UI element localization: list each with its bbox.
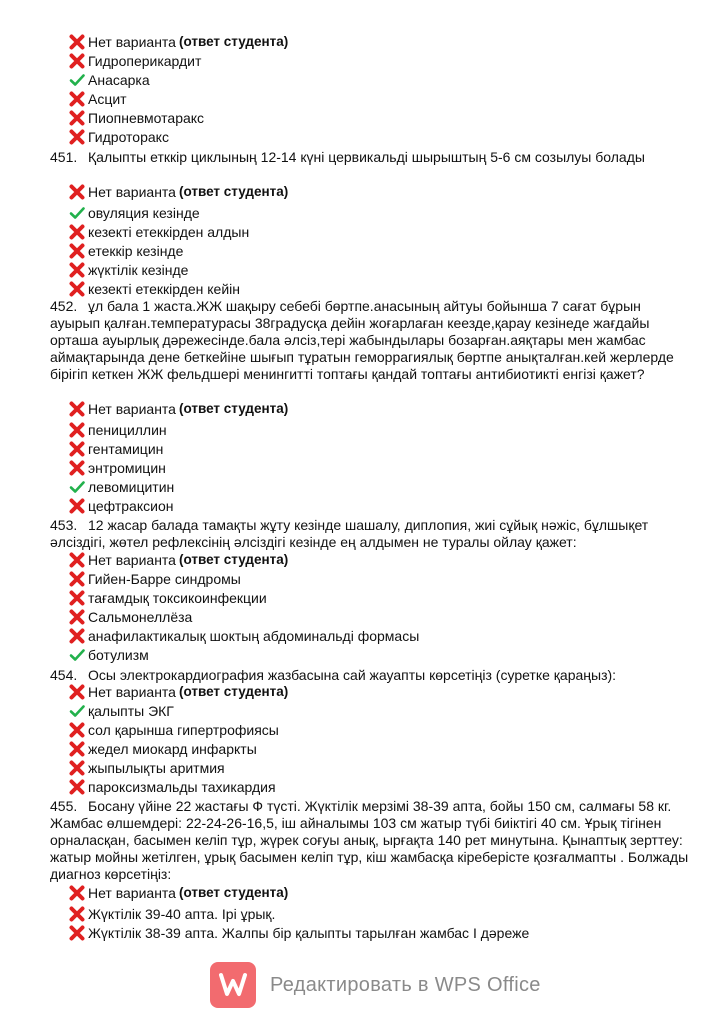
question-number: 451. bbox=[50, 149, 78, 165]
question-body: 12 жасар балада тамақты жұту кезінде шашалу, диплопия, жиі сұйық нәжіс, бұлшықет әлсіздігі, жөтел рефлексінің әлсіздігі кезінде ең алдымен не туралы ойлау қажет: bbox=[50, 517, 649, 550]
answer-option-text: Жүктілік 38-39 апта. Жалпы бір қалыпты тарылған жамбас I дәреже bbox=[88, 924, 530, 941]
answer-option bbox=[68, 439, 163, 458]
answer-option bbox=[68, 477, 174, 496]
answer-option bbox=[68, 51, 201, 70]
answer-option bbox=[68, 758, 225, 777]
answer-option bbox=[68, 904, 275, 923]
answer-option-text: Жүктілік 39-40 апта. Ірі ұрық. bbox=[88, 905, 276, 922]
cross-mark-icon bbox=[68, 242, 86, 260]
answer-option bbox=[68, 645, 149, 664]
answer-option-text: овуляция кезінде bbox=[88, 204, 200, 221]
answer-option-text: жыпылықты аритмия bbox=[88, 759, 225, 776]
answer-option-text: Анасарка bbox=[88, 71, 150, 88]
cross-mark-icon bbox=[68, 497, 86, 515]
answer-option-text: энтромицин bbox=[88, 459, 166, 476]
cross-mark-icon bbox=[68, 884, 86, 902]
answer-option bbox=[68, 127, 169, 146]
student-answer-label: (ответ студента) bbox=[178, 551, 289, 567]
answer-option-no-variant bbox=[68, 32, 288, 51]
answer-option-no-variant bbox=[68, 883, 288, 902]
cross-mark-icon bbox=[68, 589, 86, 607]
answer-option bbox=[68, 260, 188, 279]
cross-mark-icon bbox=[68, 52, 86, 70]
question-text bbox=[50, 517, 690, 551]
cross-mark-icon bbox=[68, 90, 86, 108]
cross-mark-icon bbox=[68, 183, 86, 201]
cross-mark-icon bbox=[68, 778, 86, 796]
answer-option bbox=[68, 923, 529, 942]
answer-option-no-variant bbox=[68, 399, 288, 418]
student-answer-label: (ответ студента) bbox=[178, 884, 289, 900]
answer-option-no-variant bbox=[68, 182, 288, 201]
answer-option bbox=[68, 720, 279, 739]
answer-option bbox=[68, 279, 240, 298]
answer-option-text: Нет варианта bbox=[88, 683, 176, 700]
question-body: Осы электрокардиография жазбасына сай жауапты көрсетіңіз (суретке қараңыз): bbox=[88, 667, 617, 683]
question-number: 454. bbox=[50, 667, 78, 683]
answer-option-text: цефтраксион bbox=[88, 497, 174, 514]
question-text bbox=[50, 798, 690, 883]
check-mark-icon bbox=[68, 702, 86, 720]
cross-mark-icon bbox=[68, 128, 86, 146]
wps-edit-label[interactable]: Редактировать в WPS Office bbox=[270, 973, 541, 996]
student-answer-label: (ответ студента) bbox=[178, 400, 289, 416]
wps-edit-banner[interactable] bbox=[210, 962, 541, 1008]
answer-option bbox=[68, 588, 267, 607]
answer-option-text: пенициллин bbox=[88, 421, 167, 438]
answer-option-text: Гидроперикардит bbox=[88, 52, 202, 69]
question-number: 453. bbox=[50, 517, 78, 533]
cross-mark-icon bbox=[68, 400, 86, 418]
question-body: Қалыпты етккір циклының 12-14 күні цервикальді шырыштың 5-6 см созылуы болады bbox=[88, 149, 645, 165]
answer-option-text: жүктілік кезінде bbox=[88, 261, 189, 278]
answer-option bbox=[68, 222, 249, 241]
cross-mark-icon bbox=[68, 421, 86, 439]
answer-option bbox=[68, 108, 204, 127]
student-answer-label: (ответ студента) bbox=[178, 33, 289, 49]
check-mark-icon bbox=[68, 646, 86, 664]
cross-mark-icon bbox=[68, 759, 86, 777]
answer-option bbox=[68, 607, 192, 626]
cross-mark-icon bbox=[68, 459, 86, 477]
check-mark-icon bbox=[68, 204, 86, 222]
answer-option-text: қалыпты ЭКГ bbox=[88, 702, 174, 719]
question-text bbox=[50, 149, 690, 166]
answer-option bbox=[68, 777, 276, 796]
student-answer-label: (ответ студента) bbox=[178, 683, 289, 699]
answer-option-text: жедел миокард инфаркты bbox=[88, 740, 257, 757]
check-mark-icon bbox=[68, 71, 86, 89]
cross-mark-icon bbox=[68, 905, 86, 923]
answer-option-no-variant bbox=[68, 550, 288, 569]
cross-mark-icon bbox=[68, 223, 86, 241]
answer-option bbox=[68, 739, 257, 758]
answer-option-text: кезекті етеккірден кейін bbox=[88, 280, 240, 297]
cross-mark-icon bbox=[68, 551, 86, 569]
answer-option bbox=[68, 203, 200, 222]
answer-option-text: пароксизмальды тахикардия bbox=[88, 778, 276, 795]
answer-option-text: сол қарынша гипертрофиясы bbox=[88, 721, 279, 738]
cross-mark-icon bbox=[68, 280, 86, 298]
answer-option-text: кезекті етеккірден алдын bbox=[88, 223, 250, 240]
answer-option-text: левомицитин bbox=[88, 478, 175, 495]
answer-option-text: Нет варианта bbox=[88, 33, 176, 50]
answer-option-text: Нет варианта bbox=[88, 400, 176, 417]
answer-option bbox=[68, 70, 150, 89]
answer-option bbox=[68, 89, 127, 108]
answer-option-text: гентамицин bbox=[88, 440, 164, 457]
answer-option-no-variant bbox=[68, 682, 288, 701]
question-body: Босану үйіне 22 жастағы Ф түсті. Жүктілік мерзімі 38-39 апта, бойы 150 см, салмағы 58 кг. Жамбас өлшемдері: 22-24-26-16,5, іш айналымы 103 см жатыр түбі биіктігі 40 см. Ұрық тігінен орналасқан, басымен келіп тұр, жүрек соғуы анық, ырғақта 140 рет минутына. Қынаптық зерттеу: жатыр мойны жетілген, ұрық басымен келіп тұр, кіш жамбасқа кіреберісте қозғалмапты . Болжады диагноз көрсетіңіз: bbox=[50, 798, 689, 882]
question-text bbox=[50, 298, 690, 383]
cross-mark-icon bbox=[68, 608, 86, 626]
cross-mark-icon bbox=[68, 924, 86, 942]
answer-option-text: Гидроторакс bbox=[88, 128, 169, 145]
answer-option bbox=[68, 241, 183, 260]
cross-mark-icon bbox=[68, 627, 86, 645]
answer-option bbox=[68, 458, 166, 477]
cross-mark-icon bbox=[68, 261, 86, 279]
cross-mark-icon bbox=[68, 33, 86, 51]
answer-option-text: Гийен-Барре синдромы bbox=[88, 570, 241, 587]
answer-option-text: ботулизм bbox=[88, 646, 149, 663]
answer-option-text: Пиопневмотаракс bbox=[88, 109, 205, 126]
answer-option-text: Нет варианта bbox=[88, 884, 176, 901]
answer-option-text: Нет варианта bbox=[88, 551, 176, 568]
answer-option-text: етеккір кезінде bbox=[88, 242, 184, 259]
answer-option-text: Сальмонеллёза bbox=[88, 608, 193, 625]
answer-option bbox=[68, 626, 419, 645]
question-body: ұл бала 1 жаста.ЖЖ шақыру себебі бөртпе.анасының айтуы бойынша 7 сағат бұрын ауырып қалған.температурасы 38градусқа дейін жоғарлаған кеезде,қарау кезінеде жағдайы орташа ауырлық дәрежесінде.бала әлсіз,тері жабындылары бозарған.аяқтары мен жамбас аймақтарында дене беткейіне шығып тұратын геморрагиялық бөртпе анықталған.кей жерлерде бірігіп кеткен ЖЖ фельдшері менингитті топтағы қандай топтағы антибиотикті енгізі қажет? bbox=[50, 298, 674, 382]
cross-mark-icon bbox=[68, 440, 86, 458]
question-number: 455. bbox=[50, 798, 78, 814]
answer-option bbox=[68, 701, 174, 720]
check-mark-icon bbox=[68, 478, 86, 496]
answer-option bbox=[68, 569, 241, 588]
answer-option-text: Нет варианта bbox=[88, 183, 176, 200]
cross-mark-icon bbox=[68, 740, 86, 758]
student-answer-label: (ответ студента) bbox=[178, 183, 289, 199]
question-number: 452. bbox=[50, 298, 78, 314]
cross-mark-icon bbox=[68, 721, 86, 739]
answer-option bbox=[68, 420, 167, 439]
answer-option-text: тағамдық токсикоинфекции bbox=[88, 589, 267, 606]
answer-option-text: Асцит bbox=[88, 90, 127, 107]
cross-mark-icon bbox=[68, 570, 86, 588]
cross-mark-icon bbox=[68, 109, 86, 127]
answer-option-text: анафилактикалық шоктың абдоминальді формасы bbox=[88, 627, 420, 644]
answer-option bbox=[68, 496, 173, 515]
cross-mark-icon bbox=[68, 683, 86, 701]
wps-logo-icon bbox=[210, 962, 256, 1008]
